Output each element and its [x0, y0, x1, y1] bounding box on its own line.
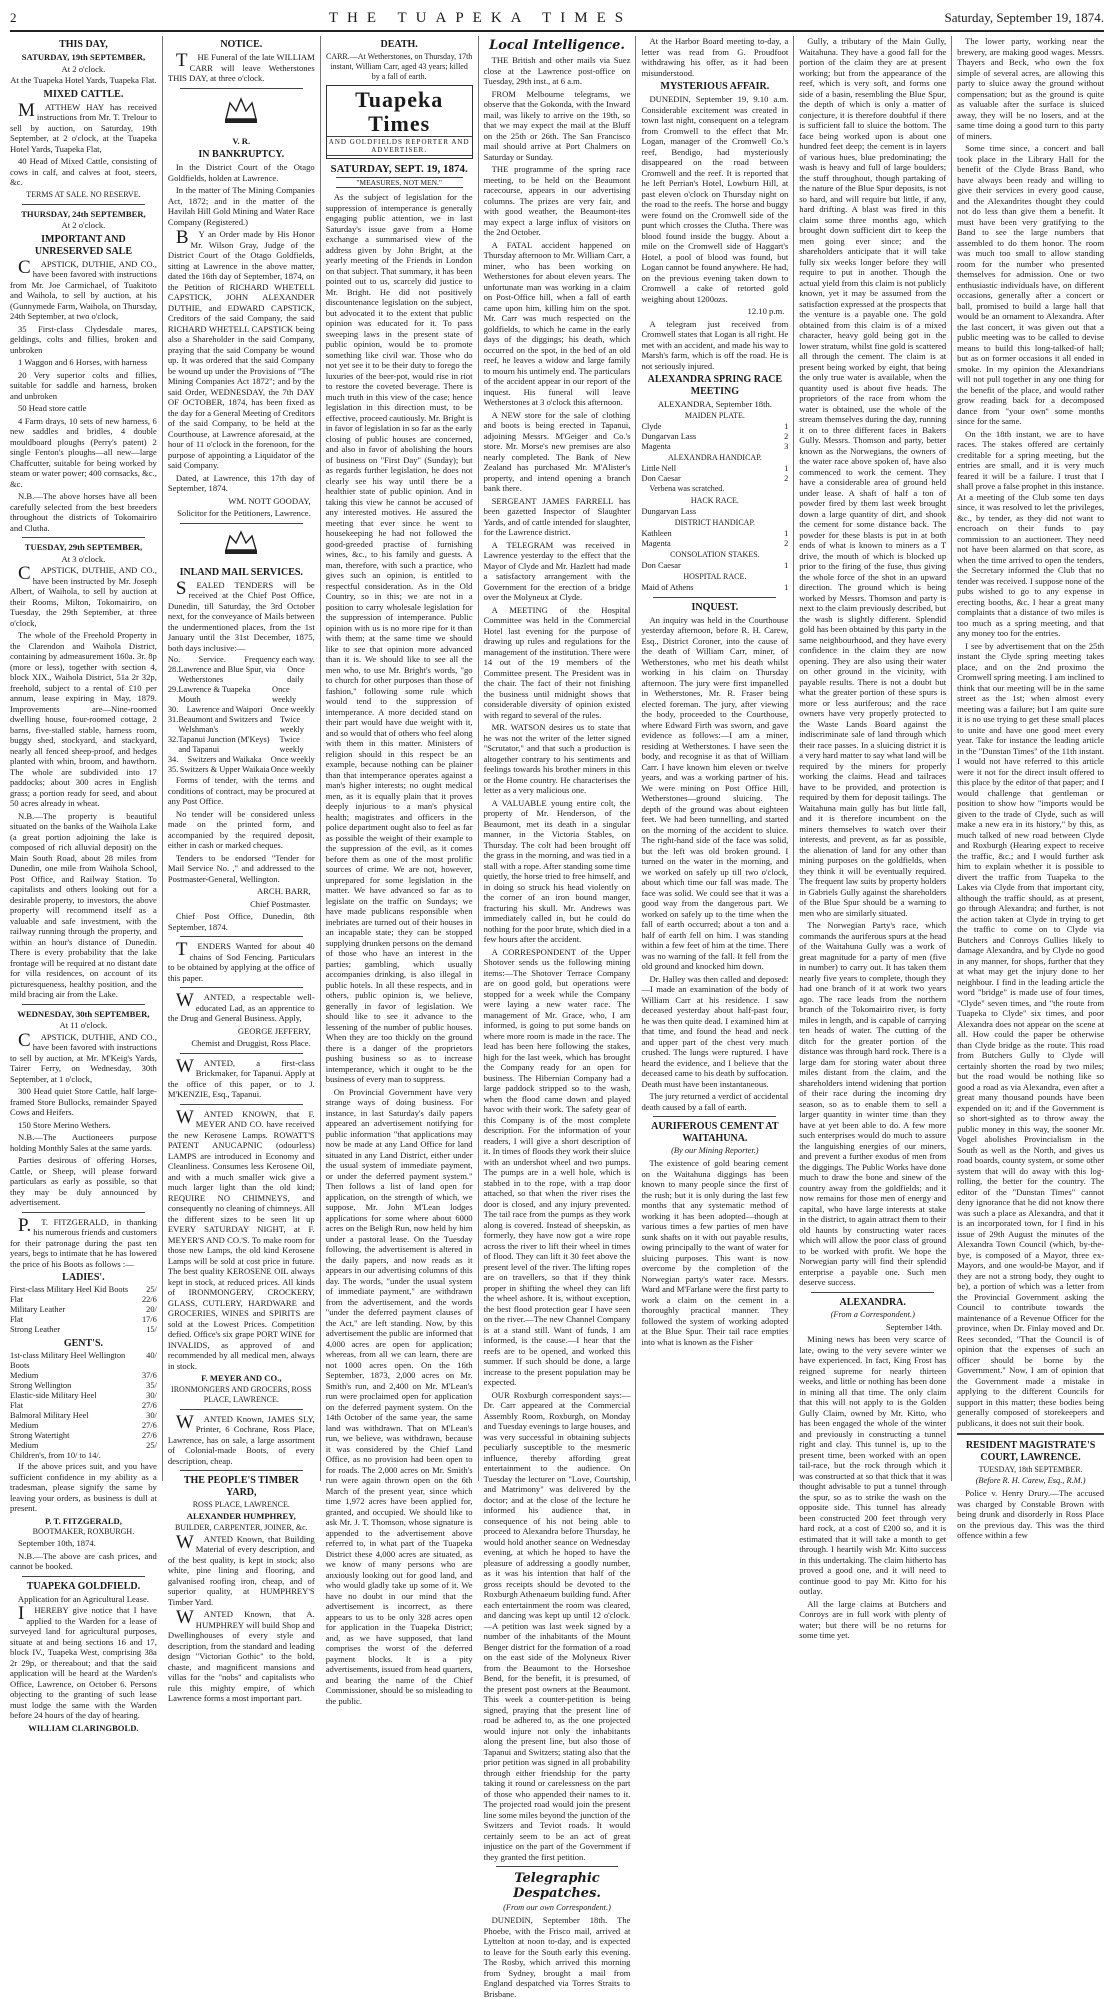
mail-service-row-cell: Lawrence & Tuapeka Mouth — [178, 685, 251, 704]
race-name: ALEXANDRA HANDICAP. — [667, 452, 762, 462]
sale4-body: CAPSTICK, DUTHIE, AND CO., have been favored with instructions to sell by auction, at Mr. M'Keig's Yards, Tairer Ferry, on Wednesday, 30th September, at 1 o'clock, — [10, 1029, 157, 1084]
telegraphic-heading: Telegraphic Despatches. — [513, 1871, 601, 1901]
column-7 — [951, 36, 1105, 1540]
local-items — [484, 55, 631, 1862]
tenders-fencing: TENDERS Wanted for about 40 chains of Sod Fencing. Particulars to be obtained by applying at the office of this paper. — [167, 939, 315, 983]
leader-article-1: As the subject of legislation for the suppression of intemperance is generally engaging public attention, we in last Saturday's issue gave from a Home exchange a summarised view of the address given by John Bright, at the yearly meeting of the Friends in London on that subject. That summary, it has been pointed out to us, scarcely did justice to Mr. Bright. He did not positively discountenance legislation on the subject, but advocated it to the extent that public opinion was educated for it. To pass sweeping laws in the present state of public opinion, would be to promote something like civil war. Those who do not yet see it to be their duty to forego the luxuries of the beer-pot, would rise in riot to restore the coveted beverage. There is much truth in this view of the case; hence legislation in this direction must, to be effective, proceed cautiously. Mr. Bright is in favor of legislation in so far as the early closing of public houses are concerned, and also in favor of abolishing the hours of business on "First Day" (Sunday); but as regards further legislation, he does not clearly see his way until there be a healthier state of public opinion. And in taking this view he cannot be accused of any interested motives. He assured the meeting that ever since he went to housekeeping he had not followed the good-greeded practise of furnishing wines, &c., to his family and guests. A man, therefore, with such a practice, who gives such an opinion, is entitled to respectful consideration. As in the Old Country, so in this; we are not in a position to carry wholesale legislation for the suppression of intemperance. Public opinion with us is no more ripe for it than with them; at the same time we should like to see that opinion more advanced than it is. We should like to see all the men who, to use Mr. Bright's words, "go to church for other purposes than those of fashion," following some rule which would tend to the suppression of intemperance. A more decided stand on their part would have due weight with it, and so would that of others who feel along with them in this matter. Ministers of religion should in this respect be an example, because nothing can be plainer than that intemperance operates against a man's higher interests; no ought medical men, as it is equally plain that it proves deeply injurious to a man's physical health; magistrates and officers in the police department ought also to feel as far as possible the weight of their example to the suppression of the evil, as it comes before them as one of the most prolific sources of crime. We are not, however, unprepared for some legislation in the matter. We have advanced so far as to legislate on the traffic on Sundays; we have made publicans responsible when inebriates are turned out of their houses in an incapable state; they can be stopped supplying drunken persons on the demand of those who have an interest in the parties; gambling, which usually accompanies drinking, is also illegal in public hotels. In all these respects, and in others, public opinion is, we believe, generally in favor of legislation. We should like to see it advance to the lessening of the number of public houses. When they are too thickly on the ground there is a danger of the proprietors pushing business so as to increase intemperance, which it ought to be the business of every man to suppress. — [325, 192, 473, 1084]
race-name: CONSOLATION STAKES. — [670, 549, 760, 559]
boot-price-row-cell: Strong Wellington — [10, 1381, 72, 1390]
mail-service-row — [168, 705, 315, 715]
cement-continued-2: The Norwegian Party's race, which commands the auriferous spurs at the head of the Waitahuna Gully was a work of great magnitude for a party of men (five in number) to carry out. It has taken them nearly five years to complete, though they had one branch of it at work two years ago. The race leads from the northern branch of the Tokomairiro river, is forty miles in length, and is capable of carrying ten heads of water. The cutting of the ditch for the greater portion of the distance was through hard rock. There is a large dam for storing water about three miles distant from the claim, and the shareholders intend widening that portion of their race during the incoming dry season, so as to enable them to sell a larger quantity in winter time than they have at yet been able to do. A few more such enterprises would do much to assure the languishing energies of our miners, and prevent a further exodus of men from the diggings. The Public Works have done much to draw the bone and sinew of the country away from the goldfields; and it now remains for those men of energy and capital, who have large interests at stake in the district, to again attract them to their old haunts by constructing water races which will allow the poor class of ground to be worked with profit. We hope the Norwegian party will find their splendid enterprise a payable one. Such men deserve success. — [799, 920, 947, 1287]
boot-price-row-cell: 30/ — [146, 1411, 157, 1420]
bankruptcy-matter: In the matter of The Mining Companies Act, 1872; and in the matter of the Havilah Hill Gold Mining and Water Race Company (Registered.) — [167, 185, 315, 227]
boot-price-row-cell: Medium — [10, 1421, 39, 1430]
sale4-item: 300 Head quiet Store Cattle, half large-framed Store Bullocks, remainder Spayed Cows and Heifers. — [10, 1086, 157, 1117]
death-notice: CARR.—At Wetherstones, on Thursday, 17th instant, William Carr, aged 43 years; killed by a fall of earth. — [325, 52, 473, 81]
race-result-row — [641, 583, 788, 593]
mail-forms: Forms of tender, with the terms and conditions of contract, may be procured at any Post Office. — [167, 775, 315, 806]
race-result-row-cell: 2 — [784, 473, 789, 483]
sale2-body: CAPSTICK, DUTHIE, AND CO., have been favored with instructions from Mr. Joe Carmichael, of Tuakitoto and Waihola, to sell by auction, at his (Gunnymede Farm, Waihola, on Thursday, 24th September, at two o'clock, — [10, 256, 157, 321]
boot-price-row-cell: 22/6 — [141, 1295, 157, 1304]
bankruptcy-signature: WM. NOTT GOODAY, — [228, 495, 311, 506]
sale1-title: THIS DAY, — [59, 39, 108, 50]
divider — [653, 1116, 776, 1117]
boot-price-row-cell: 27/6 — [141, 1431, 157, 1440]
sale4-time: At 11 o'clock. — [59, 1020, 108, 1030]
column-2 — [162, 36, 320, 1703]
sale1-heading: MIXED CATTLE. — [43, 88, 124, 100]
bankruptcy-dated: Dated, at Lawrence, this 17th day of September, 1874. — [167, 472, 315, 493]
sale1-time: At 2 o'clock. — [61, 63, 106, 74]
alexandra-sub: (From a Correspondent.) — [830, 1309, 915, 1319]
column-4 — [478, 36, 636, 1999]
sale4-date: WEDNESDAY, 30th SEPTEMBER, — [17, 1008, 150, 1019]
wanted-youth-signature: GEORGE JEFFERY, — [237, 1025, 311, 1036]
alexandra-continued: The lower party, working near the brewery, are making good wages. Messrs. Thayers and Beck, who own the fox simple of several acres, are allowing this party to sluice away the ground without compensation; but as the ground is quite as valuable after the surface is sluiced away, they will be no losers, and at the same time doing a good turn to this party of miners. — [957, 36, 1105, 141]
boot-price-row-cell: Medium — [10, 1441, 39, 1450]
divider — [180, 1470, 303, 1471]
boot-price-row-cell: Balmoral Military Heel — [10, 1411, 89, 1420]
race-name: HOSPITAL RACE. — [683, 571, 747, 581]
mystery-body: DUNEDIN, September 19, 9.10 a.m. Considerable excitement was created in town last night, consequent on a telegram from Cromwell to the effect that Mr. Logan, manager of the Cromwell Co.'s reef, Bendigo, had mysteriously disappeared on the road between Cromwell and the reef. It is reported that he left Perrian's Hotel, Lowburn Hill, at past eleven o'clock on Thursday night on the road to the reefs. The horse and buggy were found on the Cromwell side of the punt which crosses the Clutha. There was blood found inside the buggy. About a mile on the Cromwell side of Haggart's Hotel, a pool of blood was found, but Logan cannot be found anywhere. He had, on the previous evening taken down to Cromwell a cake of retorted gold weighing about 1200ozs. — [641, 94, 789, 304]
boot-price-row — [10, 1351, 157, 1371]
alexandra-continued-3: On the 18th instant, we are to have races. The stakes offered are certainly creditable for a spring meeting, but the entries are small, and it is very much feared it will be a failure. I trust that I shall prove a false prophet in this instance. At a meeting of the Club some ten days since, it was resolved to let the privileges, &c., by tender, as they did not want to encroach on their funds to pay commission to an auctioneer. They need not have been alarmed on that score, as when the time arrived to open the tenders, the Secretary informed the Club that no tender was received. I suppose none of the pubs wished to go to any expense in erecting booths, &c. I hear a great many complaints that a distance of two miles is too much as a spring meeting, and that any money too for the entries. — [957, 428, 1105, 638]
boot-price-row-cell: 30/ — [146, 1391, 157, 1400]
divider — [22, 1212, 145, 1213]
paper-motto: "MEASURES, NOT MEN." — [336, 177, 463, 188]
mail-table-header — [168, 655, 315, 665]
local-news-item: OUR Roxburgh correspondent says:—Dr. Carr appeared at the Commercial Assembly Room, Roxburgh, on Monday and Tuesday evenings to large houses, and was very successful in obtaining subjects peculiarly susceptible to the mesmeric influence, thereby affording great entertainment to the audience. On Tuesday the lecturer on "Love, Courtship, and Matrimony" was delivered by the doctor; and at the close of the lecture he informed his audience that, in consequence of his not being able to proceed to Alexandra before Thursday, he would hold another seance on Wednesday evening, at which he hoped to have the pleasure of addressing a goodly number, as it was his intention that half of the gross receipts should be devoted to the Roxburgh Athenaeum building fund. After each entertainment the room was cleared, and dancing was kept up until 12 o'clock.—A petition was last week signed by a number of the inhabitants of the Mount Benger district for the formation of a road on the east side of the Molyneux River from the Beaumont to the Horseshoe Bend, for the benefit, it is presumed, of the present post owners at the Beaumont. This week a counter-petition is being signed, praying that the present line of road be adhered to, as the one projected would injure not only the inhabitants along the present line, but also those of Tapanui and Switzers; stating also that the prior petition was signed in all probability through either friendship for the party taking it round or carelessness on the part of those who appended their names to it. The projected road would join the present line some miles beyond the junction of the Switzers and Teviot roads. It would certainly seem to be an act of great injustice on the part of the Government if they granted the first petition. — [483, 1389, 631, 1862]
divider — [180, 936, 303, 937]
vr-cipher: V. R. — [232, 135, 251, 146]
crown-icon — [206, 528, 276, 558]
divider — [496, 1866, 619, 1867]
inquest-verdict: The jury returned a verdict of accidental death caused by a fall of earth. — [641, 1091, 789, 1112]
race-result-row-cell: Clyde — [641, 421, 662, 431]
sale2-time: At 2 o'clock. — [61, 220, 106, 230]
boot-price-row-cell: 15/ — [146, 1325, 157, 1334]
sale2-item: 20 Very superior colts and fillies, suitable for saddle and harness, broken and unbroken — [10, 369, 157, 401]
sale4-note: Parties desirous of offering Horses, Cattle, or Sheep, will please forward particulars as early as possible, so that they may be duly announced by advertisement. — [10, 1155, 157, 1207]
race-result-row — [641, 442, 788, 452]
race-result-row-cell: 2 — [784, 538, 789, 548]
sale2-item: 1 Waggon and 6 Horses, with harness — [18, 357, 148, 367]
mail-service-row — [168, 735, 315, 755]
local-news-item: THE British and other mails via Suez close at the Lawrence post-office on Tuesday, 29th inst., at 6 a.m. — [483, 55, 631, 86]
timber-heading: THE PEOPLE'S TIMBER YARD, — [183, 1475, 299, 1498]
sale2-heading: IMPORTANT AND UNRESERVED SALE — [34, 233, 133, 257]
race-result-row-cell: Little Nell — [641, 463, 677, 473]
mail-service-row-cell: Switzers and Waikaka — [187, 755, 262, 764]
race-result-row-cell: Dungarvan Lass — [641, 506, 697, 516]
race-result-row-cell: 1 — [784, 421, 789, 431]
race-result-row-cell: 3 — [784, 441, 789, 451]
harbor-board-item: At the Harbor Board meeting to-day, a letter was read from G. Proudfoot withdrawing his offer, as it had been misunderstood. — [641, 36, 789, 78]
goldfield-heading: TUAPEKA GOLDFIELD. — [26, 1580, 141, 1592]
lamps-role: IRONMONGERS AND GROCERS, ROSS PLACE, LAWRENCE. — [171, 1384, 312, 1404]
humphrey-body2: WANTED Known, that A. HUMPHREY will build Shop and Dwellinghouses of every style and description, from the standard and leading design "Victorian Gothic" to the bold, chaste, and magnificent mansions and villas for the "nobs" and capitalists who rule this mighty empire, of which Lawrence forms a most important part. — [167, 1607, 315, 1703]
mystery-heading: MYSTERIOUS AFFAIR. — [660, 81, 770, 92]
telegraphic-sub: (From our own Correspondent.) — [503, 1903, 611, 1912]
columns — [10, 36, 1105, 1999]
sale2-item: 35 First-class Clydesdale mares, geldings, colts and fillies, broken and unbroken — [10, 323, 157, 355]
page-number: 2 — [10, 10, 17, 25]
divider — [22, 1004, 145, 1005]
sale3-body: CAPSTICK, DUTHIE, AND CO., have been instructed by Mr. Joseph Albert, of Waihola, to sell by auction at their Rooms, Milton, Tokomairiro, on Tuesday, the 29th September, at three o'clock, — [10, 563, 157, 628]
mail-service-row-cell: Once weekly — [270, 755, 315, 764]
sale2-item: 50 Head store cattle — [18, 403, 87, 413]
humphrey-name: ALEXANDER HUMPHREY, — [186, 1511, 296, 1521]
mail-service-row-cell: Tapanui Junction (M'Keys) and Tapanui — [178, 735, 270, 754]
mail-col-frequency: Frequency each way. — [244, 655, 315, 664]
boot-price-row — [10, 1325, 157, 1335]
bankruptcy-role: Solicitor for the Petitioners, Lawrence. — [177, 508, 311, 518]
mystery-update: A telegram just received from Cromwell states that Logan is all right. He met with an accident, and made his way to Marsh's farm, which is off the road. He is not seriously injured. — [641, 318, 789, 371]
race-result-row-cell: 2 — [784, 431, 789, 441]
wanted-youth-role: Chemist and Druggist, Ross Place. — [191, 1038, 311, 1048]
boots-ladies-heading: LADIES'. — [62, 1272, 105, 1283]
resident-body: Police v. Henry Drury.—The accused was charged by Constable Brown with being drunk and disorderly in Ross Place on the previous day. This was the third offence within a few — [957, 1488, 1105, 1540]
sale2-item: 4 Farm drays, 10 sets of new harness, 6 new saddles and bridles, 4 double mouldboard ploughs (Perry's patent) 2 single Fenton's ploughs—all new—large Chaffcutter, suitable for being worked by steam or water power; 400 cornsacks, &c., &c. — [10, 415, 157, 489]
boot-price-row — [10, 1441, 157, 1451]
race-result-row-cell: Don Caesar — [641, 473, 681, 483]
boot-price-row — [10, 1391, 157, 1401]
boots-name: P. T. FITZGERALD, — [44, 1515, 122, 1526]
mail-service-row-cell: 31. — [167, 715, 179, 724]
goldfield-body: IHEREBY give notice that I have applied to the Warden for a lease of surveyed land for agricultural purposes, situate at and being sections 16 and 17, block IV., Tuapeka West, comprising 38a 2r 29p, or thereabout; and that the said application will be heard at the Warden's Office, Lawrence, on October 6. Persons objecting to the granting of such lease must lodge the same with the Warden before 24 hours of the day of hearing. — [10, 1603, 157, 1720]
local-intelligence-heading: Local Intelligence. — [489, 38, 625, 53]
boot-price-row-cell: 1st-class Military Heel Wellington Boots — [10, 1351, 126, 1370]
bankruptcy-body: BY an Order made by His Honor Mr. Wilson Gray, Judge of the District Court of the Otago Goldfields, sitting at Lawrence in the above matter, dated the 16th day of September, 1874, on the Petition of RICHARD WHETELL CAPSTICK, JOHN ALEXANDER DUTHIE, and EDWARD CAPSTICK, Creditors of the said Company, the said RICHARD WHETELL CAPSTICK being also a Shareholder in the said Company, praying that the said Company be wound up. It was ordered that the said Company be wound up under the Provisions of "The Mining Companies Act 1872"; and by the said Order, WEDNESDAY, the 7th DAY OF OCTOBER, 1874, has been fixed as the day for a General Meeting of Creditors of the said Company, to be held at the Courthouse, at Lawrence aforesaid, at the hour of 11 o'clock in the forenoon, for the purpose of appointing a Liquidator of the said Company. — [167, 227, 315, 470]
boot-price-row-cell: 35/ — [146, 1381, 157, 1390]
lamps-signature: F. MEYER AND CO., — [201, 1373, 282, 1383]
boot-price-row-cell: Flat — [10, 1315, 24, 1324]
boot-price-row-cell: 27/6 — [141, 1401, 157, 1410]
boots-trade: BOOTMAKER, ROXBURGH. — [32, 1527, 135, 1536]
divider — [180, 1104, 303, 1105]
mail-body: SEALED TENDERS will be received at the Chief Post Office, Dunedin, till Saturday, the 3rd October next, for the conveyance of Mails between the undermentioned places, from the 1st January until the 31st December, 1875, both days inclusive:— — [167, 577, 315, 653]
mail-signature: ARCH. BARR, — [256, 886, 311, 896]
mail-service-row-cell: 32. — [167, 735, 179, 744]
alexandra-continued-2: Some time since, a concert and ball took place in the Library Hall for the benefit of the Clyde Brass Band, who have always been ready and willing to give their services in every good cause, and the Alexandrites thought they could not do less than give them a benefit. It must have been very gratifying to the Band to see the large numbers that assembled to do them honor. The room was much too small to allow standing room for the number who presented themselves for admission. One or two enthusiastic individuals have, on different occasions, generally after a concert or ball, promised to build a large hall that would be an ornament to Alexandra. After the last concert, it was given out that a public meeting was to be called to devise means to build this long-talked-of hall; but as on former occasions it all ended in smoke. In my opinion the Alexandrians will not pull together in any one thing for the benefit of the place, and would rather grow reading back for a decomposed dance from "your own" some months since for the same. — [957, 143, 1105, 426]
alexandra-continued-4: I see by advertisement that on the 25th instant the Clyde spring meeting takes place, and on the 2nd proximo the Cromwell spring meeting. I am inclined to think that our meeting will be in the same street as the 1st; when almost every meeting was a failure; but I am quite sure it is no use trying to get these small places to unite and have one good meet every year. Take for instance the leading article in the "Dunstan Times" of the 11th instant. I would not have referred to this article were it not for the direct insult offered to this place by the editor of that paper; and I would challenge that gentleman or position to show how "imports would be given to the trade of Clyde, such as will make a new era in its history," by this, as much talked of new road between Clyde and Roxburgh (Hearing expect to receive the traffic, &c.; and I would further ask him to explain whether it is possible to divert the traffic from Tuapeka to the Lakes via Clyde from that important city, although the traffic should, as at present, go through Alexandra; and further, is not the action taken at Clyde in trying to get the traffic to come on to Clyde via Butchers and Conroys Gullies likely to damage Alexandra, and by Clyde no good in any manner, for shops, further that they at what may get the injury done to her neighbour. I find in the leading article the word "bridge" is made use of four times, "Clyde" seven times, and "the route from Tuapeka to Clyde" six times, and poor Alexandra does not appear on the scene at all. How could the paper be otherwise than Clyde bridge as the route. This road from Butchers Gully to Clyde will certainly shorten the road by two miles; but the road would be nothing like so good a road as via Alexandra, even after a great many thousand pounds have been expended on it; and if the Government is so short-sighted as to throw away the public money in this way, the sooner Mr. Vogel abolishes Provincialism in the South as well as the North, and gives us road boards, county system, or some other system that will do away with this log-rolling, the better for the country. The editor of the "Dunstan Times" cannot deny ignorance that he did not know there was such a place as Alexandra, and that it is an incorporated town, for I find in his issue of 29th August the minutes of the Alexandra Town Council (which, by-the-bye, is composed of a Mayor, three ex-Mayors, and one would-be Mayor, and if they are not a strong body, they ought to be), a portion of which was a letter from the Provincial Government asking the Council to contribute towards the maintenance of a Revenue Officer for the province, when Dr. Finlay moved and Dr. Rees seconded, "That the Council is of opinion that the expenses of such an officer should be borne by the Government." Now, I am of opinion that the Government made a mistake in applying to the different Councils for support in this matter; these bodies being generally composed of storekeepers and publicans, it does not suit their book. — [957, 640, 1105, 1428]
mail-service-row — [168, 765, 315, 775]
telegraphic-body: DUNEDIN, September 18th. The Phoebe, with the Frisco mail, arrived at Lyttelton at noon to-day, and is expected to leave for the South early this evening. The Rosby, which arrived this morning from Sydney, brought a mail from England despatched via Torres Straits to Brisbane. — [483, 1915, 631, 1999]
race-date: ALEXANDRA, September 18th. — [657, 399, 772, 409]
boot-price-row-cell: Strong Leather — [10, 1325, 61, 1334]
boots-ladies-list — [10, 1285, 157, 1335]
mail-endorsed: Tenders to be endorsed "Tender for Mail Service No. ," and addressed to the Postmaster-General, Wellington. — [167, 852, 315, 884]
boot-price-row-cell: 20/ — [146, 1305, 157, 1314]
local-news-item: SERGEANT JAMES FARRELL has been gazetted Inspector of Slaughter Yards, and of cattle intended for slaughter, for the Lawrence district. — [483, 495, 631, 537]
race-heading: ALEXANDRA SPRING RACE MEETING — [647, 374, 783, 397]
boot-price-row — [10, 1451, 157, 1461]
race-result-row — [641, 539, 788, 549]
divider — [957, 1433, 1104, 1435]
mail-service-row-cell: Once weekly — [270, 765, 315, 774]
bankruptcy-heading: IN BANKRUPTCY. — [198, 149, 285, 160]
local-news-item: FROM Melbourne telegrams, we observe that the Gokonda, with the Inward mail, was likely to arrive on the 19th, so that we may expect the mail at the Bluff on the 25th or 26th. The San Francisco mail should arrive at Port Chalmers on Saturday or Sunday. — [483, 88, 631, 162]
sale1-place: At the Tuapeka Hotel Yards, Tuapeka Flat. — [10, 75, 157, 85]
race-result-row-cell: Kathleen — [641, 528, 672, 538]
race-result-row-cell: Magenta — [641, 538, 671, 548]
mail-service-row-cell: Once daily — [287, 665, 305, 684]
race-result-row — [641, 422, 788, 432]
lamps-advert: WANTED KNOWN, that F. MEYER AND CO. have received the new Kerosene Lamps. ROWATT'S PATENT ANUCAPNIC (odourless) LAMPS are introduced in Economy and Cleanliness. Consumes less Kerosene Oil, and with a much smaller wick give a much larger light than the old kind; REQUIRE NO CHIMNEYS, and consequently no cleaning of chimneys. All the different sizes to be seen lit up EVERY SATURDAY NIGHT, at F. MEYER'S AND CO.'S. To make room for those new Lamps, the old kind Kerosene Lamps will be sold at cost price in future. The best quality KEROSENE OIL always kept in stock, at reduced prices. All kinds of IRONMONGERY, CROCKERY, GLASS, CUTLERY, HARDWARE and GROCERIES, WINES and SPIRITS are sold at the Lowest Prices. Competition defied. Office's six grape PORT WINE for INVALIDS, as approved of and recommended by all medical men, always in stock. — [167, 1106, 315, 1371]
boot-price-row-cell: Flat — [10, 1401, 24, 1410]
boot-price-row-cell: Flat — [10, 1295, 24, 1304]
boot-price-row — [10, 1295, 157, 1305]
column-5 — [635, 36, 793, 1481]
inquest-body: An inquiry was held in the Courthouse yesterday afternoon, before R. H. Carew, Esq., District Coroner, into the cause of the death of William Carr, miner, of Wetherstones, who met his death whilst working in his claim on Thursday afternoon. The jury were first impanelled in Wetherstones, Mr. R. Fraser being elected foreman. The jury, after viewing the body, proceeded to the Courthouse, where Edward Firth was sworn, and gave evidence as follows:—I am a miner, residing at Wetherstones. I have seen the body, and recognise it as that of William Carr. I have known him eleven or twelve years, and was a working partner of his. We were mining on Post Office Hill, Wetherstones—ground sluicing. The depth of the ground was about eighteen feet. We had been tunnelling, and started on the morning of the accident to sluice. The right-hand side of the face was solid, but the left was old broken ground. I turned on the water in the morning, and we worked on safely up till two o'clock, about which time our fall was made. The face was solid. We could see that it was a good way from the dangerous part. We worked on safely up to the time when the fall of earth occurred; about a ton and a half of earth fell on him. I was standing within a few feet of him at the time. There was no warning of the fall. It fell from the old ground and knocked him down. — [641, 614, 789, 971]
sale2-date: THURSDAY, 24th SEPTEMBER, — [21, 208, 146, 219]
cement-sub: (By our Mining Reporter.) — [671, 1146, 759, 1155]
funeral-notice: THE Funeral of the late WILLIAM CARR will leave Wetherstones THIS DAY, at three o'clock. — [167, 50, 315, 83]
goldfield-sub: Application for an Agricultural Lease. — [17, 1593, 149, 1604]
race-result-row — [641, 507, 788, 517]
boot-price-row — [10, 1421, 157, 1431]
mail-no-tender: No tender will be considered unless made on the printed form, and accompanied by the required deposit, either in cash or marked cheques. — [167, 808, 315, 850]
race-name: MAIDEN PLATE. — [684, 410, 745, 420]
local-news-item: A VALUABLE young entire colt, the property of Mr. Henderson, of the Beaumont, met its death in a singular manner, in the Victoria Stables, on Thursday. The colt had been brought off the grass in the morning, and was tied in a stall with a rope. After standing some time quietly, the horse tried to free himself, and in doing so struck his head violently on the corner of an iron bound manger, fracturing his skull. Mr. Andrews was immediately called in, but he could do nothing for the poor brute, which died in a few hours after the accident. — [483, 797, 631, 944]
divider — [22, 204, 145, 205]
sale3-body2: The whole of the Freehold Property in the Clarendon and Waihola District, containing by admeasurement 160a. 3r. 8p (more or less), together with section 4, block XIX., Waihola District, 51a 2r 32p, freehold, subject to a rental of £10 per annum, lease expiring in May, 1879. Improvements are—Nine-roomed dwelling house, four-roomed cottage, 2 barns, five-stalled stable, harness room, buggy shed, stockyard, and stackyard, nearly all fenced sheep-proof, and hedges planted with whin, broom, and hawthorn. The whole are subdivided into 17 paddocks; about 300 acres in English grass; a portion ready for seed, and about 50 acres already in wheat. — [10, 630, 157, 808]
local-news-item: A TELEGRAM was received in Lawrence yesterday to the effect that the Mayor of Clyde and Mr. Hazlett had made a satisfactory arrangement with the Government for the erection of a bridge over the Molyneux at Clyde. — [483, 539, 631, 602]
race-result-row-cell: Don Caesar — [641, 560, 681, 570]
sale1-item: 40 Head of Mixed Cattle, consisting of cows in calf, and calves at foot, steers, &c. — [10, 156, 157, 187]
mail-col-service: Service. — [198, 655, 226, 664]
local-news-item: A NEW store for the sale of clothing and boots is being erected in Tapanui, adjoining Messrs. M'Geiger and Co.'s store. Mr. Morse's new premises are also nearly completed. The Bank of New Zealand has purchased Mr. M'Alister's property, and intend opening a branch bank there. — [483, 409, 631, 493]
wanted-sly: WANTED Known, JAMES SLY, Printer, 6 Cochrane, Ross Place, Lawrence, has on sale, a large assortment of Colonial-made Boots, of every description, cheap. — [167, 1411, 315, 1466]
local-news-item: A FATAL accident happened on Thursday afternoon to Mr. William Carr, a miner, who has been working on Wetherstones for about eleven years. The unfortunate man was working in a claim on Post-Office hill, when a fall of earth came upon him, killing him on the spot. Mr. Carr was much respected on the goldfields, to which he came in the early days of the diggings; his death, which occurred on the spot, in the bed of an old reef, he leaves a widow and large family to mourn his untimely end. The particulars of the accident appear in our report of the inquest. His funeral will leave Wetherstones at 3 o'clock this afternoon. — [483, 239, 631, 407]
divider — [22, 537, 145, 538]
boots-gents-heading: GENT'S. — [63, 1338, 104, 1349]
boot-price-row-cell: Military Leather — [10, 1305, 66, 1314]
race-name: HACK RACE. — [690, 495, 739, 505]
boots-date: September 10th, 1874. — [18, 1538, 96, 1548]
mail-service-row-cell: 28. — [167, 665, 179, 674]
sale2-note: N.B.—The above horses have all been carefully selected from the best breeders throughout the districts of Tokomairiro and Clutha. — [10, 491, 157, 533]
mail-service-row-cell: Once weekly — [272, 685, 297, 704]
mystery-time: 12.10 p.m. — [747, 306, 785, 316]
race-name: DISTRICT HANDICAP. — [674, 517, 756, 527]
divider — [180, 1053, 303, 1054]
mail-service-row — [168, 755, 315, 765]
mail-service-row — [168, 665, 315, 685]
local-news-item: MR. WATSON desires us to state that he was not the writer of the letter signed "Scrutator," and that such a production is altogether contrary to his sentiments and feelings towards his brother miners in this or the Home country. He characterises the letter as a very malicious one. — [483, 722, 631, 795]
sale1-body: MATTHEW HAY has received instructions from Mr. T. Trelour to sell by auction, on Saturday, 19th September, at 2 o'clock, at the Tuapeka Hotel Yards, Tuapeka Flat, — [10, 99, 157, 154]
mail-service-row-cell: Lawrence and Waipori — [186, 705, 263, 714]
column-1 — [10, 36, 162, 1733]
boot-price-row — [10, 1411, 157, 1421]
alexandra-heading: ALEXANDRA. — [839, 1296, 906, 1308]
mail-heading: INLAND MAIL SERVICES. — [179, 566, 303, 578]
mail-place: Chief Post Office, Dunedin, 8th September, 1874. — [167, 911, 315, 932]
boot-price-row-cell: 17/6 — [141, 1315, 157, 1324]
goldfield-name: WILLIAM CLARINGBOLD. — [28, 1722, 139, 1733]
royal-arms-emblem — [168, 93, 315, 132]
masthead — [10, 6, 1104, 32]
sale3-note: N.B.—The property is beautiful situated on the banks of the Waihola Lake (a great portion adjoining the lake is composed of rich alluvial deposit) on the Main South Road, about 28 miles from Dunedin, one mile from Waihola School, Post Office, and Railway Station. To capitalists and others looking out for a desirable property, to investors, the above property will recommend itself as a valuable and safe investment, with the railway running through the property, and within an hour's distance of Dunedin. There is every probability that the lake frontage will be required at no distant date for villa residences, on account of its picturesqueness, healthy position, and the mild bracing air from the Lake. — [10, 810, 157, 999]
boot-price-row-cell: 25/ — [146, 1285, 157, 1294]
boot-price-row-cell: 37/6 — [141, 1371, 157, 1380]
mail-service-row-cell: Switzers & Upper Waikaia — [179, 765, 270, 774]
mail-service-row — [168, 715, 315, 735]
resident-sub: (Before R. H. Carew, Esq., R.M.) — [975, 1476, 1086, 1485]
divider — [811, 1292, 934, 1293]
mail-col-no: No. — [167, 655, 181, 664]
boots-footer: If the above prices suit, and you have sufficient confidence in my ability as a tradesman, please signify the same by leaving your orders, as business is dull at present. — [10, 1461, 157, 1513]
boot-price-row — [10, 1315, 157, 1325]
sale1-terms: TERMS AT SALE. NO RESERVE. — [26, 189, 141, 199]
timber-sub: ROSS PLACE, LAWRENCE. — [192, 1500, 290, 1509]
column-6 — [793, 36, 951, 1640]
sale1-date: SATURDAY, 19th SEPTEMBER, — [21, 52, 146, 62]
divider — [22, 1576, 145, 1577]
divider — [180, 987, 303, 988]
local-news-item: A CORRESPONDENT of the Upper Shotover sends us the following mining items:—The Shotover Terrace Company are on good gold, but operations were stopped for a week while the Company were laying a new water race. The management of Mr. Grace, who, I am informed, is going to put some bands on where more room is made in the race. The lead has been here following the stakes, high for the last week, which has brought the Company ready for an open for business. The Hibernian Company had a large paddock stripped so to the wash, when the flood came down and played havoc with their work. The safety gear of this Company is of the most complete description. For the information of your readers, I will give a short description of it. In times of floods they work their sluice with an undershot wheel and two pumps. The pumps are in a well hole, which is stabbed in to the rope, with a trap door attached, so that when the river rises the door is closed, and any injury prevented. The tail race from the pumps as they work along is covered. Instead of sheepskin, as formerly, they have now got a wire rope across the river to lift their wheel in times of flood. They can lift it 30 feet above the present level of the river. The lifting ropes are on travellers, so that if they think proper in shifting the wheel they can lift the wheel ashore. It is, without exception, the best flood protection gear I have seen on the river.—The new Channel Company is at a stand still. Want of funds, I am informed, is the cause.—I hear that the reefs are to be opened, and worked this summer. If such should be done, a large increase to the present population may be expected. — [483, 946, 631, 1387]
resident-heading: RESIDENT MAGISTRATE'S COURT, LAWRENCE. — [965, 1440, 1096, 1463]
boot-price-row — [10, 1371, 157, 1381]
paper-name: THE TUAPEKA TIMES — [328, 9, 633, 26]
alexandra-date: September 14th. — [885, 1321, 943, 1332]
divider — [180, 1409, 303, 1410]
leader-article-2: On Provincial Government have very strange ways of doing business. For instance, in last Saturday's daily papers appeared an advertisement notifying for public information "that applications may now be made at any Land Office for land situated in any Land District, either under the usual system of immediate payment, or under the deferred payment system." Then follows a list of land open for application, on the strength of which, we suppose, Mr. John M'Lean lodges applications for some where about 6000 acres on the Beligh Run, now held by him under a pastoral lease. On the Tuesday following, the advertisement is altered in the daily papers, and now reads as it appears in our advertising columns of this day. The words, "under the usual system of immediate payment," are withdrawn from the advertisement, and the words "under the deferred payment clauses of the Act," are left standing. Now, by this advertisement the public are informed that 4,000 acres are open for application; whereas, from all we can learn, there are not 1000 acres open. On the 16th September, 1873, 2,000 acres on Mr. Smith's run, and 2,400 on Mr. M'Lean's run were proclaimed open for application on the deferred payment system. On the 14th October of the same year, the same land was withdrawn. That on M'Lean's run, we believe, was withdrawn, because it was considered by the Chief Land Office, as no provision had been open to for roads. The 2,000 acres on Mr. Smith's run were again thrown open on the 6th March of the present year, since which time 1,972 acres have been applied for, granted, and occupied. We should like to ask Mr. J. T. Thomson, whose signature is appended to the advertisement above referred to, in what part of the Tuapeka District these 4,000 acres are situated, as we know of many persons who are anxiously looking out for good land, and who would gladly take up some of it. We have no doubt in our mind that the advertisement is incorrect, as there appears to us to be only 328 acres open for application in the Tuapeka District; and, as we have supposed, that land comprises the worst of the deferred payment blocks. It is a pity advertisements, issued from head quarters, and bearing the name of the Chief Commissioner, should be so misleading to the public. — [325, 1086, 473, 1706]
race-note: Verbena was scratched. — [649, 483, 725, 493]
race-result-row-cell: Dungarvan Lass — [641, 431, 697, 441]
death-heading: DEATH. — [380, 39, 418, 50]
boot-price-row-cell: First-class Military Heel Kid Boots — [10, 1285, 129, 1294]
boot-price-row-cell: Strong Watertight — [10, 1431, 70, 1440]
mail-service-row-cell: Twice weekly — [279, 735, 304, 754]
mail-service-row-cell: Once weekly — [270, 705, 315, 714]
resident-date: TUESDAY, 18th SEPTEMBER. — [978, 1465, 1083, 1474]
notice-heading: NOTICE. — [220, 39, 263, 50]
boot-price-row-cell: Medium — [10, 1371, 39, 1380]
race-result-row-cell: 1 — [784, 528, 789, 538]
paper-banner: Tuapeka Times — [355, 87, 444, 136]
race-result-row-cell: Maid of Athens — [641, 582, 694, 592]
boots-nb: N.B.—The above are cash prices, and cannot be booked. — [10, 1550, 157, 1571]
boot-price-row-cell: 25/ — [146, 1441, 157, 1450]
race-result-row-cell: 1 — [784, 560, 789, 570]
paper-banner-sub: AND GOLDFIELDS REPORTER AND ADVERTISER. — [327, 136, 472, 156]
sale4-item: 150 Store Merino Wethers. — [18, 1119, 111, 1130]
divider — [653, 597, 776, 598]
mail-service-row-cell: Beaumont and Switzers and Welshman's — [178, 715, 273, 734]
crown-icon — [206, 93, 276, 127]
boot-price-row — [10, 1285, 157, 1295]
boot-price-row-cell: Children's, from 10/ to 14/. — [10, 1451, 101, 1460]
local-news-item: A MEETING of the Hospital Committee was held in the Commercial Hotel last evening for the purpose of drawing up rules and regulations for the management of the institution. There were 14 out of the 19 members of the Committee present. The President was in the chair. The fact of their not finishing the business until midnight shows that considerable diversity of opinion existed with regard to several of the rules. — [483, 604, 631, 720]
sale4-note: N.B.—The Auctioneers purpose holding Monthly Sales at the same yards. — [10, 1132, 157, 1153]
mail-role: Chief Postmaster. — [250, 898, 311, 909]
alexandra-body-2: All the large claims at Butchers and Conroys are in full work with plenty of water; but there will be no returns for some time yet. — [799, 1598, 947, 1640]
humphrey-trade: BUILDER, CARPENTER, JOINER, &c. — [174, 1522, 308, 1532]
boot-price-row — [10, 1401, 157, 1411]
issue-date: Saturday, September 19, 1874. — [944, 10, 1104, 25]
race-result-row-cell: 1 — [784, 463, 789, 473]
race-result-row — [641, 464, 788, 474]
humphrey-body: WANTED Known, that Building Material of every description, and of the best quality, is kept in stock; also white, pine lining and flooring, and galvanised roofing iron, cheap, and of superior quality, at HUMPHREY'S Timber Yard. — [167, 1531, 315, 1607]
mail-service-row-cell: Lawrence and Blue Spur, via Wetherstones — [178, 665, 276, 684]
sale3-date: TUESDAY, 29th SEPTEMBER, — [24, 542, 143, 552]
race-result-row — [641, 432, 788, 442]
boots-body: P.T. FITZGERALD, in thanking his numerous friends and customers for their patronage during the past ten years, begs to intimate that he has lowered the price of his Boots as follows :— — [10, 1214, 157, 1269]
cement-heading: AURIFEROUS CEMENT AT WAITAHUNA. — [651, 1121, 779, 1144]
alexandra-body: Mining news has been very scarce of late, owing to the very severe winter we have experienced. In fact, King Frost has reigned supreme for nearly thirteen weeks, and little or nothing has been done in mining all that time. The only claim that this will not apply to is the Golden Gully Claim, owned by Mr. Kitto, who has been engaged the whole of the winter and previously in constructing a tunnel right and clay. This tunnel is, up to the present time, been worked with an open tail-race, but the rock through which it was constructed at so that thick that it was thought advisable to put a tunnel through the spur, so as to strike the wash on the opposite side. This tunnel has already been constructed 200 feet through very hard rock, at a cost of £200 so, and it is estimated that it will take a month to get through. I heartily wish Mr. Kitto success in this undertaking. The claim hitherto has proved a good one, and it will need to continue good to pay Mr. Kitto for his outlay. — [799, 1334, 947, 1596]
race-result-row — [641, 529, 788, 539]
mail-service-row — [168, 685, 315, 705]
paper-title-block — [326, 85, 473, 159]
boot-price-row-cell: 40/ — [146, 1351, 157, 1360]
mail-table — [168, 665, 315, 775]
race-result-row-cell: Magenta — [641, 441, 671, 451]
boot-price-row — [10, 1305, 157, 1315]
inquest-heading: INQUEST. — [691, 601, 739, 613]
divider — [180, 88, 303, 89]
race-result-row — [641, 474, 788, 484]
cement-continued: Gully, a tributary of the Main Gully, Waitahuna. They have a good fall for the portion of the claim they are at present working; but from the appearance of the reef, which is very soft, and forms one side of a basin, resembling the Blue Spur, the depth of which is only a matter of conjecture, it is therefore doubtful if there is sufficient fall to sluice the bottom. The face being worked upon is about one hundred feet deep; the cement is in layers of various hues, blue predominating; the wash is heavy and full of large boulders; the stuff throughout, though partaking of the nature of the Blue Spur deposits, is not so hard, and will require but little, if any, hard drifting. A blast was fired in this claim some three months ago, which brought down sufficient dirt to keep the men going ever since; and the shareholders anticipate that it will take fully six weeks longer before they will require to put in another. Though the actual yield from this claim is not publicly known, yet it may be assumed from the satisfaction expressed at the prospects that the venture is a payable one. The gold obtained from this claim is of a mixed character, heavy gold being got in the lower stratum, whilst fine gold is scattered all through the cement. The claim is at present being worked by eight, that being the only true water is available, when the quantity used is about five heads. The proprietors of the race from whom the water is obtained, use the whole of the stream themselves during the day, running it on to three different faces in Bakers Gully. Messrs. Thomson and party, better known as the Norwegians, the owners of the water race above spoken of, have also commenced to work the cement. They have a considerable area of ground held under lease. A shaft of half a ton of powder fired by them last week brought down a large quantity of dirt, and shook the cement for some distance back. The powder for these blasts is put in at both ends of what is known to miners as a T drive, the mouth of which is blocked up prior to the firing of the fuse, thus giving the whole force of the shot in an upward direction. The ground which is being worked by Messrs. Thomson and party is next to the claim previously described, but the wash is slightly different. Splendid gold has been obtained by this party in the same neighbourhood, and they have every confidence in the claim they are now opening. They are also using their water on other ground in the vicinity, with payable results. There is not a doubt but what the greater portion of these spurs is more or less auriferous; and the race owners have very properly protected to the Waste Lands Board against the indiscriminate sale of land through which their race passes. In a sluicing district it is a very hard matter to say what land will be required by the miners for properly working the claims. Head and tailraces have to be provided, and protection is required by them for deposit tailings. The Waitahuna main gully has but little fall, and it is therefore incumbent on the miners themselves to watch over their interests, and prevent, as far as possible, the alienation of land for any other than mining purposes on the goldfields, when they think it will be eventually required. The frequent law suits by property holders in Gabriels Gully against the shareholders of the Blue Spur should be a warning to men who are similarly situated. — [799, 36, 947, 918]
cement-body: The existence of gold bearing cement on the Waitahuna diggings has been known to many people since the first of the rush; but it is only during the last few months that any systematic method of working it has been adopted—though at various times a few parties of men have sunk shafts on it with out payable results, owing principally to the want of water for sluicing purposes. This want is now overcome by the completion of the Norwegian party's water race. Messrs. Ward and M'Farlane were the first party to work a claim on the cement in a thoroughly practical manner. They followed the system of working adopted at the Blue Spur. Their tail race empties into what is known as the Fisher — [641, 1158, 789, 1347]
mail-service-row-cell: Twice weekly — [279, 715, 304, 734]
sale3-time: At 3 o'clock. — [61, 553, 106, 564]
bankruptcy-court: In the District Court of the Otago Goldfields, holden at Lawrence. — [167, 162, 315, 183]
boot-price-row-cell: 27/6 — [141, 1421, 157, 1430]
boots-gents-list — [10, 1351, 157, 1461]
wanted-youth: WANTED, a respectable well-educated Lad, as an apprentice to the Drug and General Business. Apply, — [167, 990, 315, 1023]
divider — [180, 523, 303, 524]
boot-price-row-cell: Elastic-side Military Heel — [10, 1391, 97, 1400]
boot-price-row — [10, 1431, 157, 1441]
royal-arms-emblem — [168, 528, 315, 563]
mail-service-row-cell: 29. — [167, 685, 179, 694]
leader-date: SATURDAY, SEPT. 19, 1874. — [330, 163, 468, 175]
mail-service-row-cell: 34. — [167, 755, 179, 764]
race-results — [641, 411, 788, 593]
wanted-brick: WANTED, a first-class Brickmaker, for Tapanui. Apply at the office of this paper, or to J. M'KENZIE, Esq., Tapanui. — [167, 1055, 315, 1099]
race-result-row — [641, 561, 788, 571]
column-3 — [320, 36, 478, 1706]
boot-price-row — [10, 1381, 157, 1391]
race-result-row-cell: 1 — [784, 582, 789, 592]
mail-service-row-cell: 35. — [167, 765, 179, 774]
inquest-more: Dr. Halley was then called and deposed:—I made an examination of the body of William Carr at his residence. I saw deceased yesterday about half-past four, he was then quite dead. I examined him at that time, and found the head and neck and upper part of the chest very much crushed. The lungs were ruptured. I have heard the evidence, and I believe that the deceased came to his death by suffocation. Death must have been instantaneous. — [641, 973, 789, 1089]
mail-service-row-cell: 30. — [167, 705, 179, 714]
local-news-item: THE programme of the spring race meeting, to be held on the Beaumont racecourse, appears in our advertising columns. The prizes are very fair, and with good weather, the Beaumont-ites may expect a large influx of visitors on the 2nd October. — [483, 164, 631, 237]
